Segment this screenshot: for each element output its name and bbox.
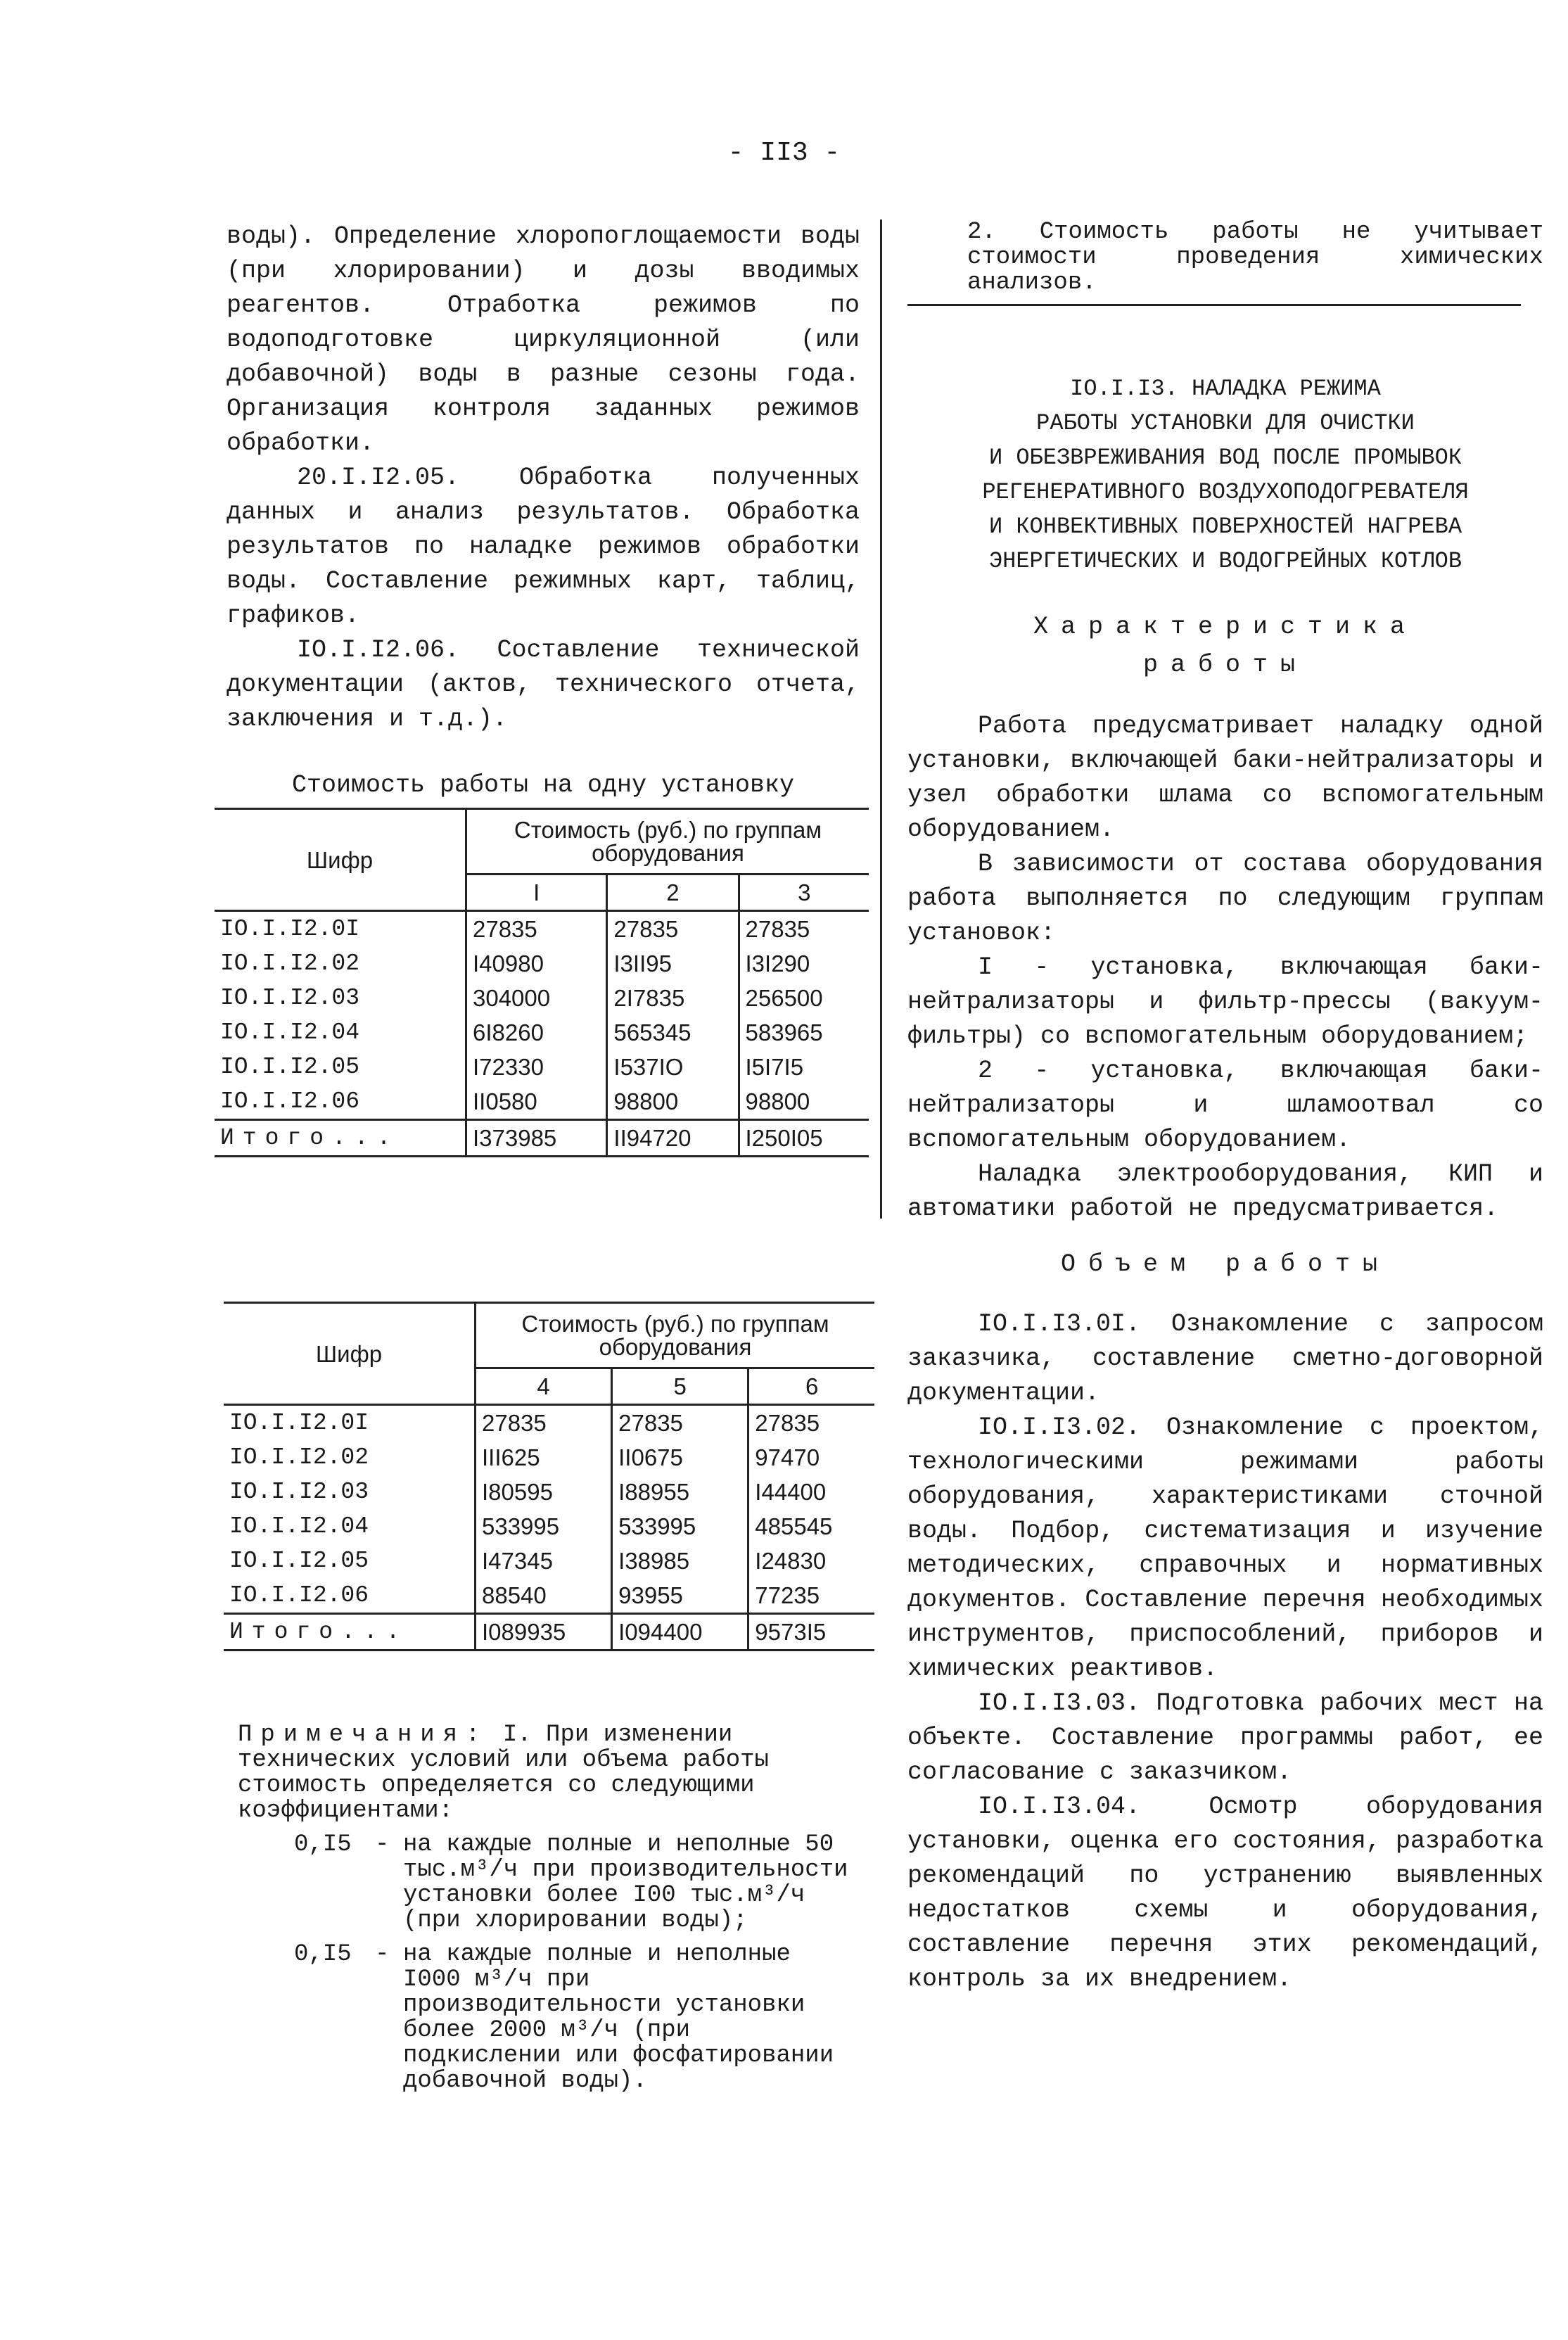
characteristic-paragraph: Наладка электрооборудования, КИП и автоматики работой не предусматривается. [907, 1160, 1543, 1223]
table-row: IO.I.I2.05 I72330 I537IO I5I7I5 [215, 1050, 869, 1084]
table-row: IO.I.I2.04 6I8260 565345 583965 [215, 1015, 869, 1050]
table-row: IO.I.I2.0I 27835 27835 27835 [215, 911, 869, 947]
coefficient-text: на каждые полные и неполные I000 м³/ч при производительности установки более 2000 м³/ч (при подкислении или фосфатировании добавочной воды). [403, 1941, 834, 2094]
group-col-5: 5 [612, 1368, 748, 1405]
coefficient-value: 0,I5 [294, 1831, 352, 1858]
heading-line: IO.I.I3. НАЛАДКА РЕЖИМА [1070, 376, 1381, 402]
table-row: IO.I.I2.02 I40980 I3II95 I3I290 [215, 946, 869, 981]
heading-line: И ОБЕЗВРЕЖИВАНИЯ ВОД ПОСЛЕ ПРОМЫВОК [988, 445, 1462, 471]
notes-label: Примечания: [238, 1722, 489, 1748]
characteristic-paragraph: 2 - установка, включающая баки-нейтрализаторы и шламоотвал со вспомогательным оборудованием. [907, 1057, 1543, 1154]
left-column [227, 220, 860, 803]
characteristic-title-line: Характеристика [1033, 613, 1418, 641]
paragraph-water-treatment: воды). Определение хлоропоглощаемости воды (при хлорировании) и дозы вводимых реагентов. Отработка режимов по водоподготовке циркуляционной (или добавочной) воды в разные сезоны года. Организация контроля заданных режимов обработки. [227, 222, 860, 457]
characteristic-paragraph: I - установка, включающая баки-нейтрализаторы и фильтр-прессы (вакуум-фильтры) со вспомогательным оборудованием; [907, 953, 1543, 1050]
scope-item-10-1-13-01: IO.I.I3.0I. Ознакомление с запросом заказчика, составление сметно-договорной документации. [907, 1310, 1543, 1407]
heading-line: РЕГЕНЕРАТИВНОГО ВОЗДУХОПОДОГРЕВАТЕЛЯ [982, 479, 1469, 505]
cost-table-groups-4-6 [224, 1302, 874, 1651]
scope-item-10-1-13-02: IO.I.I3.02. Ознакомление с проектом, технологическими режимами работы оборудования, характеристиками сточной воды. Подбор, систематизация и изучение методических, справочных и нормативных документов. Составление перечня необходимых инструментов, приспособлений, приборов и химических реактивов. [907, 1413, 1543, 1683]
group-col-6: 6 [748, 1368, 874, 1405]
right-column [907, 220, 1543, 1997]
group-col-3: 3 [739, 875, 869, 911]
coefficient-1: 0,I5 - на каждые полные и неполные 50 тыс.м³/ч при производительности установки более I00 тыс.м³/ч (при хлорировании воды); [238, 1832, 857, 1933]
group-col-4: 4 [476, 1368, 612, 1405]
note-2: 2. Стоимость работы не учитывает стоимости проведения химических анализов. [967, 219, 1543, 296]
table-row: IO.I.I2.0I 27835 27835 27835 [224, 1405, 874, 1441]
heading-line: ЭНЕРГЕТИЧЕСКИХ И ВОДОГРЕЙНЫХ КОТЛОВ [988, 548, 1462, 574]
group-header: Стоимость (руб.) по группам оборудования [466, 809, 869, 875]
coefficient-text: на каждые полные и неполные 50 тыс.м³/ч при производительности установки более I00 тыс.м³/ч (при хлорировании воды); [403, 1831, 848, 1934]
scope-item-10-1-13-04: IO.I.I3.04. Осмотр оборудования установки, оценка его состояния, разработка рекомендаций по устранению выявленных недостатков схемы и оборудования, составление перечня этих рекомендаций, контроль за их внедрением. [907, 1793, 1543, 1993]
code-header: Шифр [215, 809, 466, 911]
table-row: IO.I.I2.06 II0580 98800 98800 [215, 1084, 869, 1120]
table-caption: Стоимость работы на одну установку [291, 771, 795, 799]
heading-line: РАБОТЫ УСТАНОВКИ ДЛЯ ОЧИСТКИ [1036, 410, 1415, 436]
column-divider [880, 220, 882, 1219]
group-col-1: I [466, 875, 607, 911]
characteristic-paragraph: Работа предусматривает наладку одной установки, включающей баки-нейтрализаторы и узел обработки шлама со вспомогательным оборудованием. [907, 712, 1543, 844]
coefficient-value: 0,I5 [294, 1941, 352, 1968]
table-row: IO.I.I2.04 533995 533995 485545 [224, 1509, 874, 1544]
code-header: Шифр [224, 1303, 476, 1405]
coefficient-2: 0,I5 - на каждые полные и неполные I000 м³/ч при производительности установки более 2000 м³/ч (при подкислении или фосфатировании добавочной воды). [238, 1942, 857, 2094]
table-row: IO.I.I2.02 III625 II0675 97470 [224, 1440, 874, 1475]
table-row: IO.I.I2.05 I47345 I38985 I24830 [224, 1544, 874, 1578]
paragraph-item-10-1-12-06: IO.I.I2.06. Составление технической документации (актов, технического отчета, заключения и т.д.). [227, 636, 860, 733]
page-number: - II3 - [727, 138, 841, 168]
group-header: Стоимость (руб.) по группам оборудования [476, 1303, 875, 1368]
table-row: IO.I.I2.03 304000 2I7835 256500 [215, 981, 869, 1015]
table-row: IO.I.I2.03 I80595 I88955 I44400 [224, 1475, 874, 1509]
cost-table-groups-1-3 [215, 808, 869, 1157]
note-1: I. При изменении технических условий или объема работы стоимость определяется со следующими коэффициентами: [238, 1722, 769, 1824]
characteristic-title-line: работы [1142, 651, 1308, 679]
scope-item-10-1-13-03: IO.I.I3.03. Подготовка рабочих мест на объекте. Составление программы работ, ее согласование с заказчиком. [907, 1689, 1543, 1786]
table-row: IO.I.I2.06 88540 93955 77235 [224, 1578, 874, 1614]
right-column-rule [907, 304, 1521, 306]
total-row: Итого... I089935 I094400 9573I5 [224, 1614, 874, 1651]
section-heading [907, 371, 1543, 578]
heading-line: И КОНВЕКТИВНЫХ ПОВЕРХНОСТЕЙ НАГРЕВА [988, 514, 1462, 540]
group-col-2: 2 [607, 875, 739, 911]
characteristic-title [907, 608, 1543, 684]
total-row: Итого... I373985 II94720 I250I05 [215, 1120, 869, 1157]
characteristic-paragraph: В зависимости от состава оборудования работа выполняется по следующим группам установок: [907, 850, 1543, 947]
notes-block [238, 1722, 857, 2094]
paragraph-item-20-1-12-05: 20.I.I2.05. Обработка полученных данных и анализ результатов. Обработка результатов по наладке режимов обработки воды. Составление режимных карт, таблиц, графиков. [227, 464, 860, 630]
scope-title: Объем работы [1060, 1250, 1391, 1278]
